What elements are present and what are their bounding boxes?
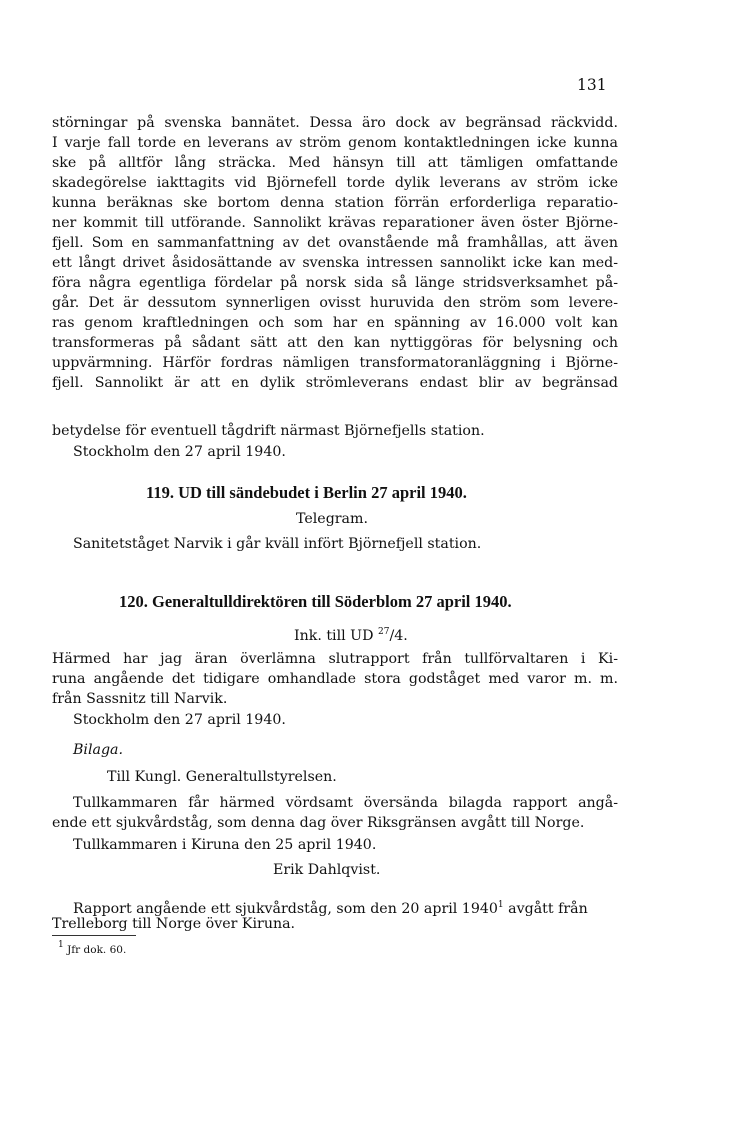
footnote-divider xyxy=(52,935,136,936)
doc-120-para-line: Härmed har jag äran överlämna slutrapport från tullförvaltaren i Ki- xyxy=(52,651,618,667)
report-title-pre: Rapport angående ett sjukvårdståg, som den 20 april 1940 xyxy=(73,901,498,917)
paragraph-line: föra några egentliga fördelar på norsk sida så länge stridsverksamhet på- xyxy=(52,275,618,291)
paragraph-line: transformeras på sådant sätt att den kan nyttiggöras för belysning och xyxy=(52,335,618,351)
paragraph-line: fjell. Som en sammanfattning av det ovanstående må framhållas, att även xyxy=(52,235,618,251)
paragraph-line: ske på alltför lång sträcka. Med hänsyn till att tämligen omfattande xyxy=(52,155,618,171)
doc-120-para-last-line: från Sassnitz till Narvik. xyxy=(52,691,228,707)
doc-120-sign-off: Stockholm den 27 april 1940. xyxy=(73,712,286,728)
paragraph-line: I varje fall torde en leverans av ström genom kontaktledningen icke kunna xyxy=(52,135,618,151)
annex-signature: Erik Dahlqvist. xyxy=(273,862,381,878)
doc-120-para-line: runa angående det tidigare omhandlade stora godståget med varor m. m. xyxy=(52,671,618,687)
doc-119-text: Sanitetståget Narvik i går kväll infört Björnefjell station. xyxy=(73,536,482,552)
received-date-sup: 27 xyxy=(378,627,390,637)
sign-off-date: Stockholm den 27 april 1940. xyxy=(73,444,286,460)
footnote-ref: 1 xyxy=(497,900,504,910)
doc-119-type: Telegram. xyxy=(296,511,368,527)
paragraph-line: fjell. Sannolikt är att en dylik strömleverans endast blir av begränsad xyxy=(52,375,618,391)
doc-119-heading: 119. UD till sändebudet i Berlin 27 april 1940. xyxy=(146,483,467,502)
paragraph-line: kunna beräknas ske bortom denna station förrän erforderliga reparatio- xyxy=(52,195,618,211)
footnote xyxy=(58,940,126,956)
doc-120-received xyxy=(294,622,408,646)
received-date-rest: /4. xyxy=(389,628,408,644)
footnote-text: Jfr dok. 60. xyxy=(67,944,127,956)
report-title-post: avgått från xyxy=(503,901,588,917)
paragraph-line: skadegörelse iakttagits vid Björnefell torde dylik leverans av ström icke xyxy=(52,175,618,191)
annex-label: Bilaga. xyxy=(73,742,124,758)
paragraph-last-line: betydelse för eventuell tågdrift närmast Björnefjells station. xyxy=(52,423,485,439)
paragraph-line: uppvärmning. Härför fordras nämligen transformatoranläggning i Björne- xyxy=(52,355,618,371)
received-prefix: Ink. till UD xyxy=(294,628,374,644)
annex-line: Tullkammaren får härmed vördsamt översända bilagda rapport angå- xyxy=(73,795,618,811)
footnote-marker: 1 xyxy=(58,940,64,950)
paragraph-line: går. Det är dessutom synnerligen ovisst huruvida den ström som levere- xyxy=(52,295,618,311)
annex-line: ende ett sjukvårdståg, som denna dag över Riksgränsen avgått till Norge. xyxy=(52,815,585,831)
paragraph-line: störningar på svenska bannätet. Dessa äro dock av begränsad räckvidd. xyxy=(52,115,618,131)
doc-120-heading: 120. Generaltulldirektören till Söderblom 27 april 1940. xyxy=(119,592,512,611)
paragraph-line: ras genom kraftledningen och som har en spänning av 16.000 volt kan xyxy=(52,315,618,331)
annex-addressee: Till Kungl. Generaltullstyrelsen. xyxy=(107,769,337,785)
report-title-line-2: Trelleborg till Norge över Kiruna. xyxy=(52,916,296,932)
paragraph-continued xyxy=(52,113,618,393)
paragraph-line: ett långt drivet åsidosättande av svenska intressen sannolikt icke kan med- xyxy=(52,255,618,271)
paragraph-line: ner kommit till utförande. Sannolikt krävas reparationer även öster Björne- xyxy=(52,215,618,231)
annex-sign-off: Tullkammaren i Kiruna den 25 april 1940. xyxy=(73,837,377,853)
page-number: 131 xyxy=(577,76,607,94)
